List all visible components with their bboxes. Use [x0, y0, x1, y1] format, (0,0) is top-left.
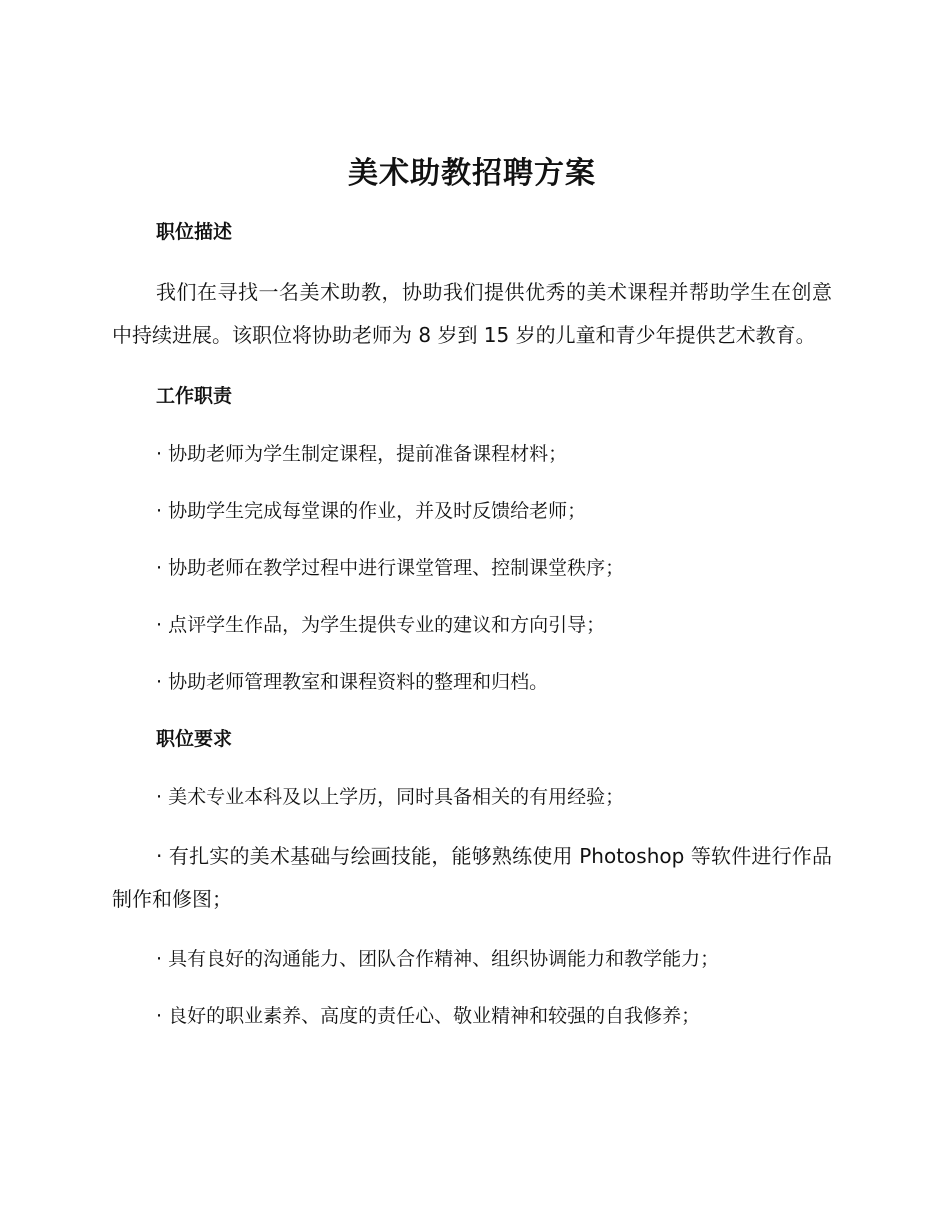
duty-item: · 协助老师为学生制定课程，提前准备课程材料；	[156, 443, 568, 465]
duty-item: · 点评学生作品，为学生提供专业的建议和方向引导；	[156, 614, 606, 636]
section-heading-requirements: 职位要求	[156, 728, 233, 750]
document-title: 美术助教招聘方案	[348, 156, 596, 191]
requirement-item: · 美术专业本科及以上学历，同时具备相关的有用经验；	[156, 786, 625, 808]
description-paragraph: 我们在寻找一名美术助教，协助我们提供优秀的美术课程并帮助学生在创意中持续进展。该职位将协助老师为 8 岁到 15 岁的儿童和青少年提供艺术教育。	[112, 280, 832, 347]
duty-item: · 协助老师管理教室和课程资料的整理和归档。	[156, 671, 549, 693]
duty-item: · 协助老师在教学过程中进行课堂管理、控制课堂秩序；	[156, 557, 625, 579]
requirement-item: · 有扎实的美术基础与绘画技能，能够熟练使用 Photoshop 等软件进行作品制作和修图；	[112, 844, 832, 911]
section-heading-duties: 工作职责	[156, 385, 233, 407]
requirement-item: · 具有良好的沟通能力、团队合作精神、组织协调能力和教学能力；	[156, 948, 720, 970]
requirement-item: · 良好的职业素养、高度的责任心、敬业精神和较强的自我修养；	[156, 1005, 701, 1027]
section-heading-description: 职位描述	[156, 221, 233, 243]
document-content	[112, 148, 832, 1054]
duty-item: · 协助学生完成每堂课的作业，并及时反馈给老师；	[156, 500, 587, 522]
